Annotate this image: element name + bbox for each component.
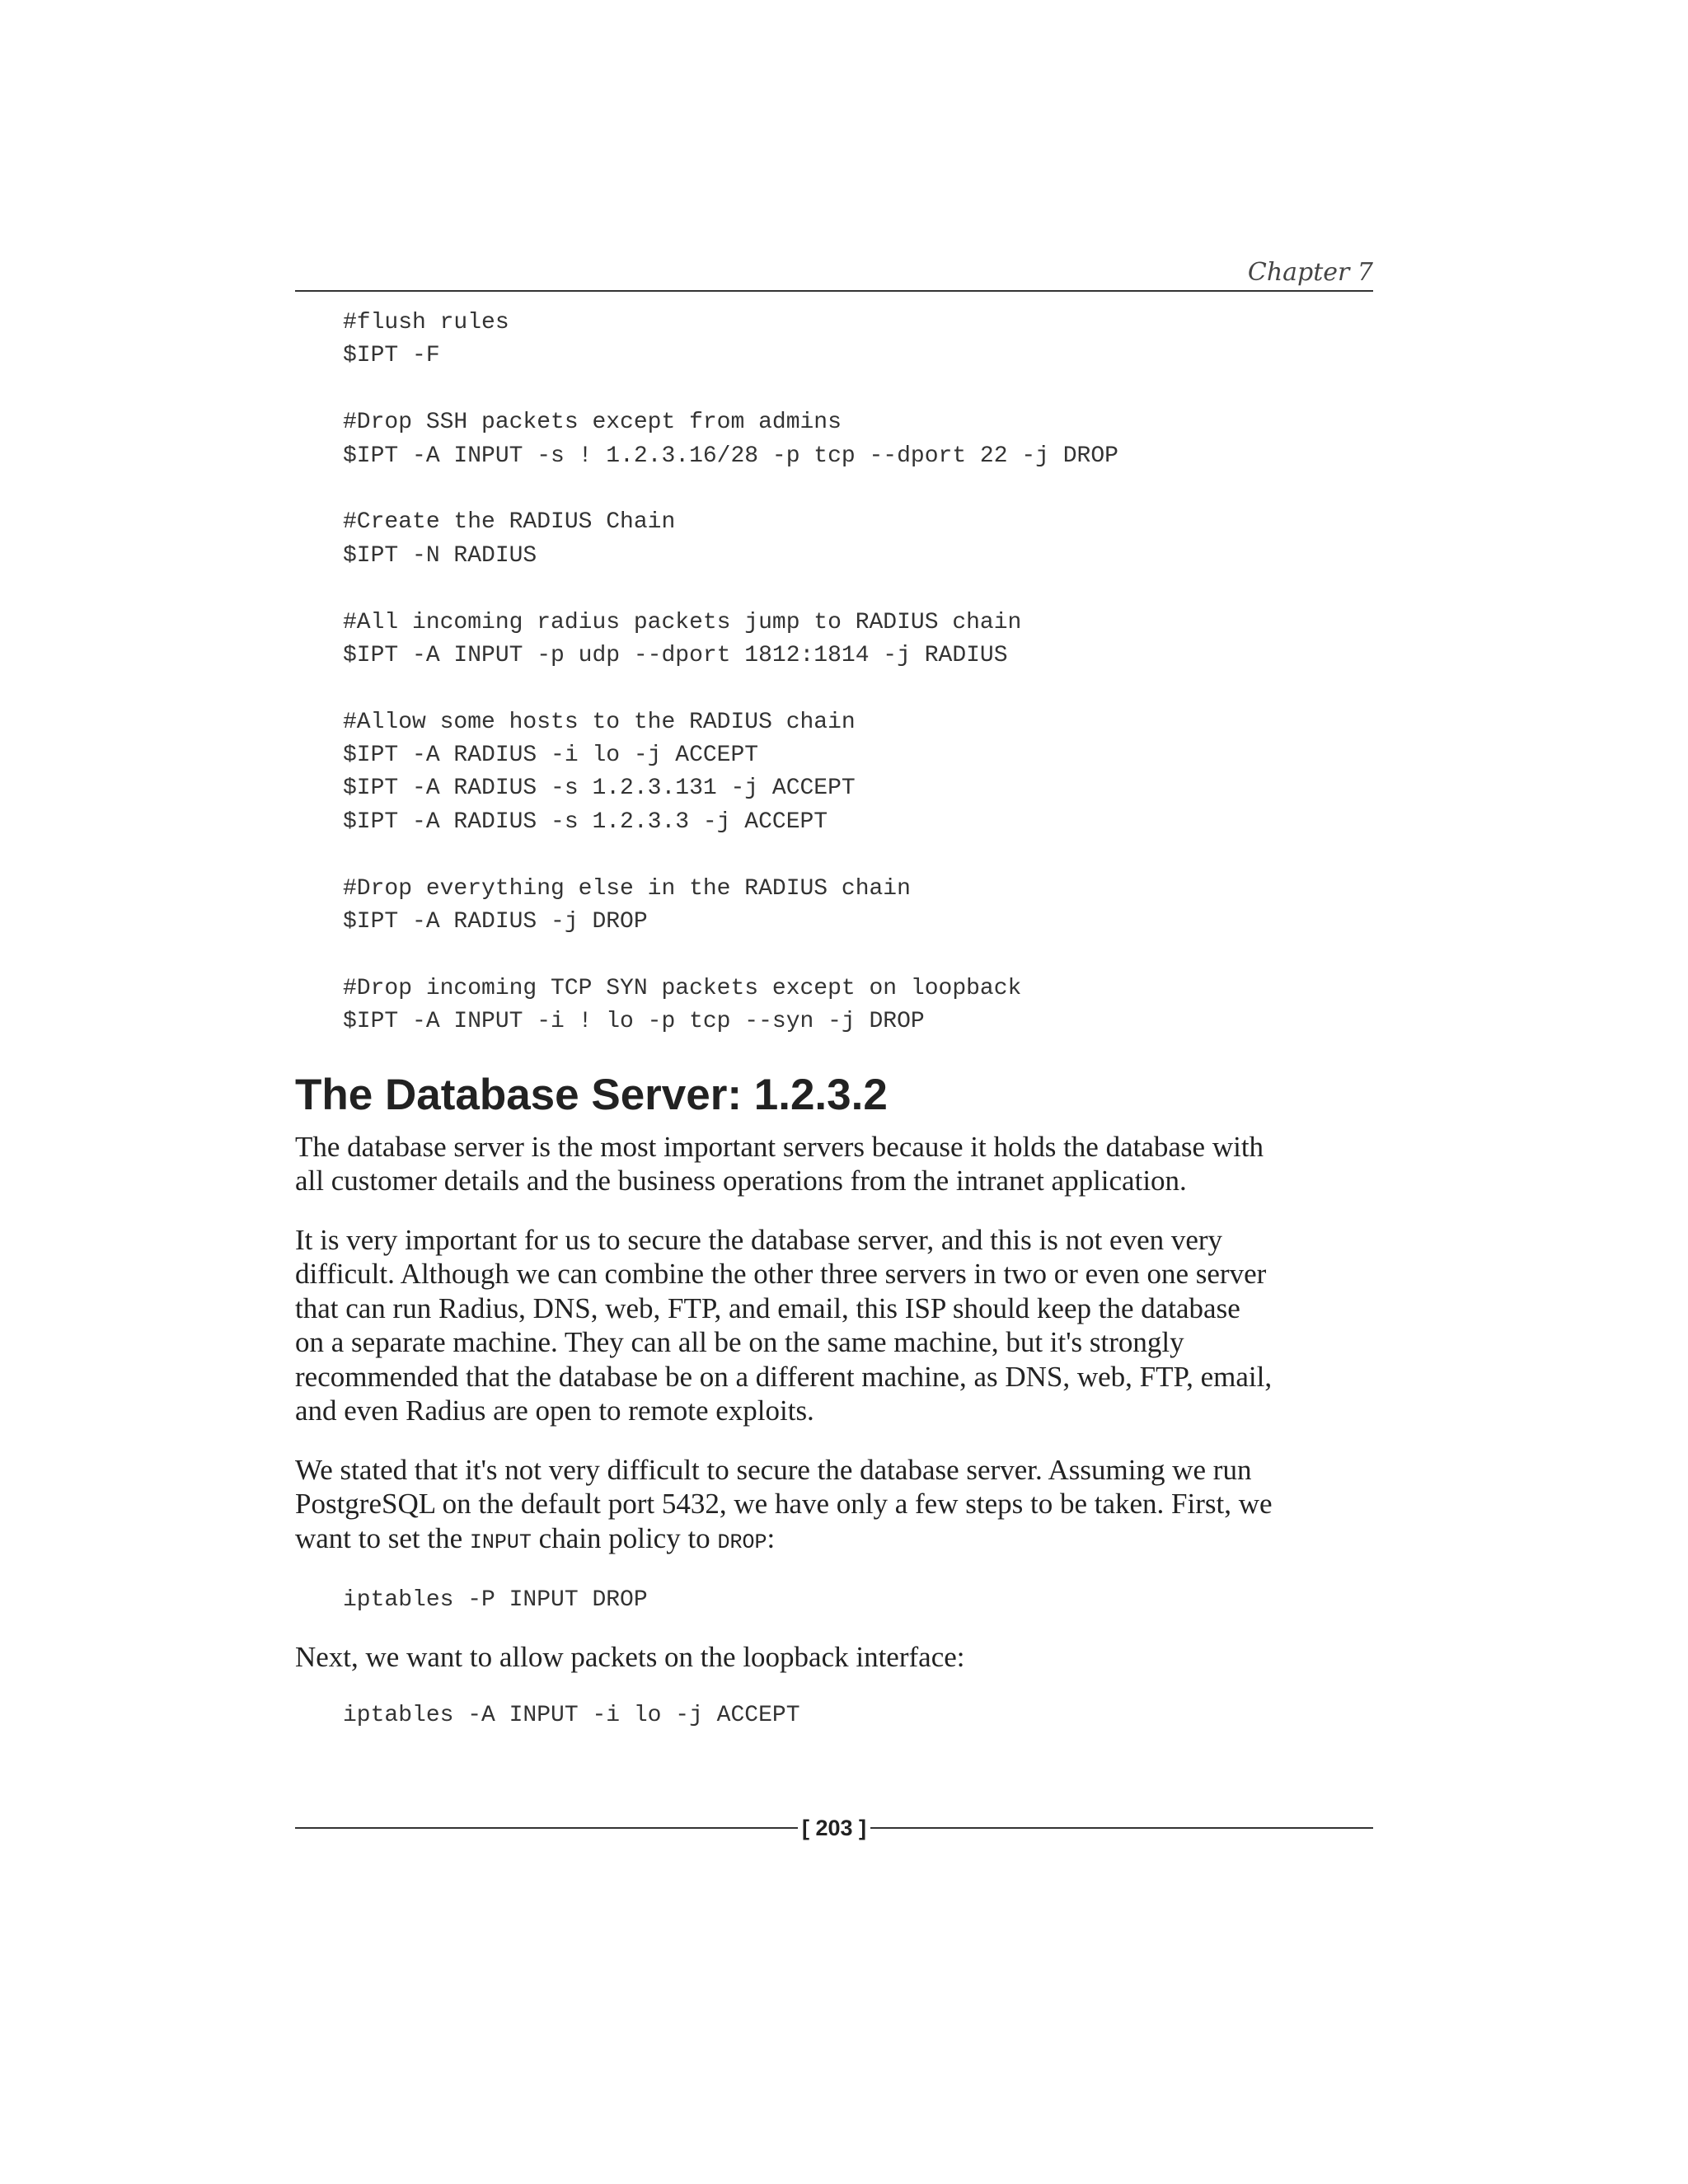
code-blank-line bbox=[343, 939, 1373, 972]
code-line: $IPT -A INPUT -s ! 1.2.3.16/28 -p tcp --dport 22 -j DROP bbox=[343, 443, 1118, 469]
text-line: It is very important for us to secure the database server, and this is not even very bbox=[295, 1223, 1223, 1256]
page-header bbox=[295, 257, 1373, 292]
text-fragment: : bbox=[767, 1521, 776, 1554]
code-line: #Drop SSH packets except from admins bbox=[343, 410, 842, 436]
code-policy-drop: iptables -P INPUT DROP bbox=[343, 1587, 648, 1614]
paragraph-intro bbox=[295, 1130, 1367, 1198]
code-line: #flush rules bbox=[343, 310, 509, 335]
page-footer bbox=[295, 1813, 1373, 1843]
text-line: The database server is the most important servers because it holds the database with bbox=[295, 1130, 1264, 1163]
text-line: recommended that the database be on a different machine, as DNS, web, FTP, email, bbox=[295, 1360, 1273, 1393]
code-line: $IPT -N RADIUS bbox=[343, 542, 537, 569]
code-line: #Drop incoming TCP SYN packets except on loopback bbox=[343, 975, 1022, 1001]
section-title: The Database Server: 1.2.3.2 bbox=[295, 1070, 888, 1119]
text-line: on a separate machine. They can all be on the same machine, but it's strongly bbox=[295, 1326, 1184, 1359]
text-line: and even Radius are open to remote exploits. bbox=[295, 1394, 814, 1427]
code-line: #Allow some hosts to the RADIUS chain bbox=[343, 709, 856, 735]
paragraph-steps bbox=[295, 1453, 1367, 1560]
text-line: We stated that it's not very difficult to secure the database server. Assuming we run bbox=[295, 1453, 1252, 1486]
code-line: #Drop everything else in the RADIUS chain bbox=[343, 875, 911, 902]
text-line: Next, we want to allow packets on the loopback interface: bbox=[295, 1641, 965, 1674]
inline-code-drop: DROP bbox=[717, 1530, 767, 1554]
chapter-label: Chapter 7 bbox=[1247, 258, 1373, 287]
code-blank-line bbox=[343, 373, 1373, 406]
text-line: PostgreSQL on the default port 5432, we have only a few steps to be taken. First, we bbox=[295, 1488, 1273, 1521]
code-line: $IPT -A RADIUS -i lo -j ACCEPT bbox=[343, 743, 759, 769]
text-line: all customer details and the business operations from the intranet application. bbox=[295, 1165, 1187, 1197]
code-blank-line bbox=[343, 673, 1373, 705]
page-content bbox=[295, 307, 1373, 1755]
code-blank-line bbox=[343, 839, 1373, 872]
text-fragment: want to set the bbox=[295, 1521, 470, 1554]
text-line: difficult. Although we can combine the other three servers in two or even one server bbox=[295, 1258, 1267, 1291]
code-line: #Create the RADIUS Chain bbox=[343, 509, 676, 536]
footer-rule-right bbox=[870, 1827, 1373, 1829]
code-line: $IPT -A RADIUS -s 1.2.3.3 -j ACCEPT bbox=[343, 808, 828, 835]
code-line: $IPT -A INPUT -i ! lo -p tcp --syn -j DROP bbox=[343, 1009, 925, 1035]
paragraph-loopback bbox=[295, 1640, 1367, 1675]
text-line-with-code bbox=[295, 1521, 1367, 1560]
text-line: that can run Radius, DNS, web, FTP, and email, this ISP should keep the database bbox=[295, 1291, 1240, 1324]
code-line: #All incoming radius packets jump to RADIUS chain bbox=[343, 609, 1022, 635]
code-line: $IPT -A INPUT -p udp --dport 1812:1814 -j RADIUS bbox=[343, 642, 1008, 668]
code-line: $IPT -A RADIUS -s 1.2.3.131 -j ACCEPT bbox=[343, 776, 856, 802]
code-loopback-accept: iptables -A INPUT -i lo -j ACCEPT bbox=[343, 1702, 800, 1728]
page-number: [ 203 ] bbox=[801, 1816, 867, 1840]
text-fragment: chain policy to bbox=[531, 1521, 718, 1554]
code-block-firewall-rules bbox=[343, 307, 1373, 1039]
code-line: $IPT -A RADIUS -j DROP bbox=[343, 909, 648, 935]
code-blank-line bbox=[343, 573, 1373, 606]
inline-code-input: INPUT bbox=[469, 1530, 532, 1554]
code-blank-line bbox=[343, 473, 1373, 506]
paragraph-security bbox=[295, 1223, 1367, 1428]
code-line: $IPT -F bbox=[343, 343, 440, 369]
